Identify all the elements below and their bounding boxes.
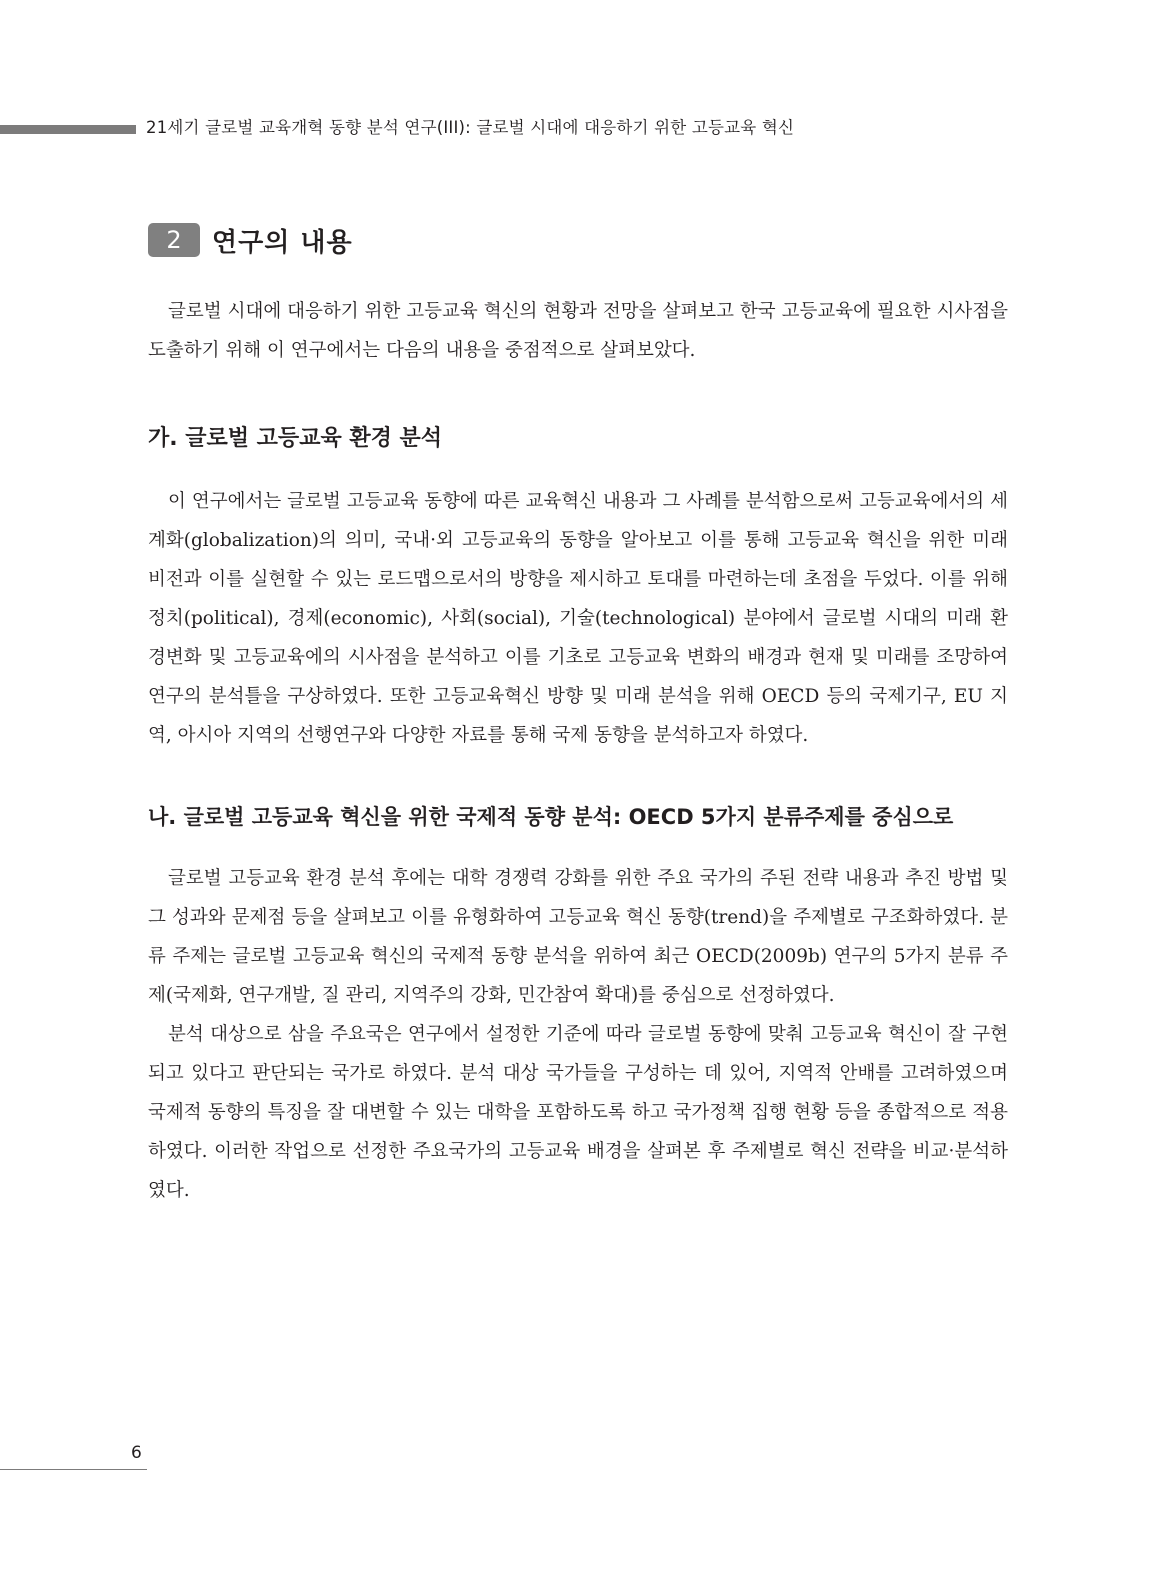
- header-title: 21세기 글로벌 교육개혁 동향 분석 연구(III): 글로벌 시대에 대응하기 위한 고등교육 혁신: [146, 118, 795, 137]
- page-number: 6: [131, 1443, 142, 1463]
- page-content: [148, 222, 1008, 1210]
- page-footer: [0, 1443, 150, 1473]
- intro-paragraph: 글로벌 시대에 대응하기 위한 고등교육 혁신의 현황과 전망을 살펴보고 한국 고등교육에 필요한 시사점을 도출하기 위해 이 연구에서는 다음의 내용을 중점적으로 살펴보았다.: [148, 301, 1008, 361]
- footer-rule: [0, 1469, 147, 1470]
- subsection-a-paragraph: 이 연구에서는 글로벌 고등교육 동향에 따른 교육혁신 내용과 그 사례를 분석함으로써 고등교육에서의 세계화(globalization)의 의미, 국내·외 고등교육의 동향을 알아보고 이를 통해 고등교육 혁신을 위한 미래 비전과 이를 실현할 수 있는 로드맵으로서의 방향을 제시하고 토대를 마련하는데 초점을 두었다. 이를 위해 정치(political), 경제(economic), 사회(social), 기술(technological) 분야에서 글로벌 시대의 미래 환경변화 및 고등교육에의 시사점을 분석하고 이를 기초로 고등교육 변화의 배경과 현재 및 미래를 조망하여 연구의 분석틀을 구상하였다. 또한 고등교육혁신 방향 및 미래 분석을 위해 OECD 등의 국제기구, EU 지역, 아시아 지역의 선행연구와 다양한 자료를 통해 국제 동향을 분석하고자 하였다.: [148, 491, 1008, 746]
- subsection-b-paragraph-2: 분석 대상으로 삼을 주요국은 연구에서 설정한 기준에 따라 글로벌 동향에 맞춰 고등교육 혁신이 잘 구현되고 있다고 판단되는 국가로 하였다. 분석 대상 국가들을 구성하는 데 있어, 지역적 안배를 고려하였으며 국제적 동향의 특징을 잘 대변할 수 있는 대학을 포함하도록 하고 국가정책 집행 현황 등을 종합적으로 적용하였다. 이러한 작업으로 선정한 주요국가의 고등교육 배경을 살펴본 후 주제별로 혁신 전략을 비교·분석하였다.: [148, 1024, 1008, 1201]
- header-bar: [0, 125, 136, 134]
- subsection-b-paragraph-1: 글로벌 고등교육 환경 분석 후에는 대학 경쟁력 강화를 위한 주요 국가의 주된 전략 내용과 추진 방법 및 그 성과와 문제점 등을 살펴보고 이를 유형화하여 고등교육 혁신 동향(trend)을 주제별로 구조화하였다. 분류 주제는 글로벌 고등교육 혁신의 국제적 동향 분석을 위하여 최근 OECD(2009b) 연구의 5가지 분류 주제(국제화, 연구개발, 질 관리, 지역주의 강화, 민간참여 확대)를 중심으로 선정하였다.: [148, 868, 1008, 1006]
- section-title: 연구의 내용: [212, 227, 353, 258]
- subsection-a-title: 가. 글로벌 고등교육 환경 분석: [148, 426, 443, 451]
- section-number-badge: 2: [148, 223, 200, 257]
- subsection-b-title: 나. 글로벌 고등교육 혁신을 위한 국제적 동향 분석: OECD 5가지 분류주제를 중심으로: [148, 805, 954, 829]
- section-heading: [148, 222, 1008, 258]
- running-header: [0, 112, 1159, 142]
